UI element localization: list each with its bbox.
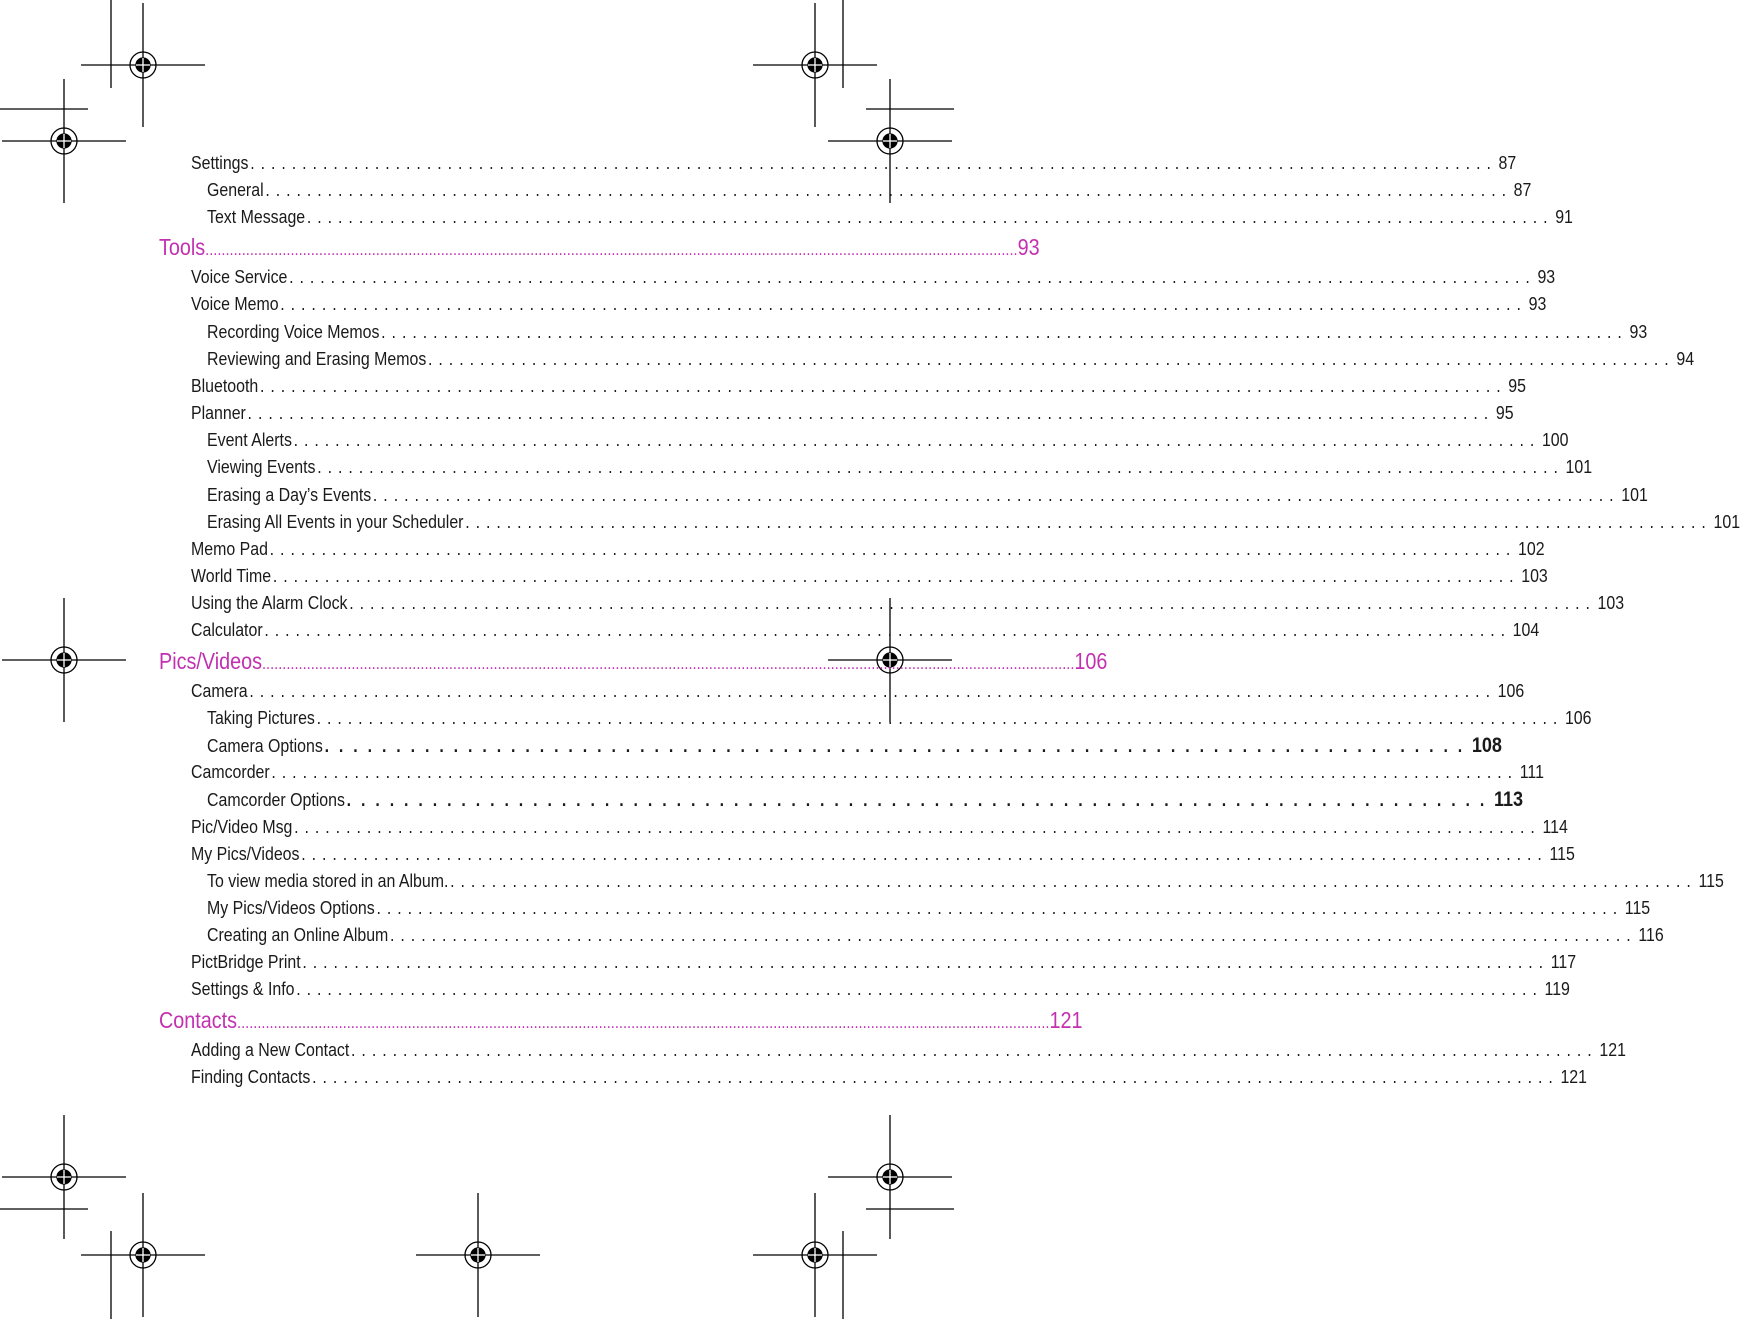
dot-leader: . . . . . . . . . . . . . . . . . . . . . . . . . . . . . . . . . . . . . . . . . . . . . . . . . . . . . . . . . . . . . . . . . . . . . . . . . . . . . . . . . . . . . . . . . . . . . . . . . . . . . . . . . . . . . . . . . . . . . . . . <box>265 179 1507 200</box>
toc-title: Tools <box>159 234 206 260</box>
toc-page-number: 121 <box>1599 1039 1626 1060</box>
dot-leader: . . . . . . . . . . . . . . . . . . . . . . . . . . . . . . . . . . . . . . . . . . . . . . . . . . . . . . . . . . . . . . . . . . . . . . . . . . . . . . . . . . . . . . . . . . . . . . . . . . . . . . . . . . . . . . . . . . . . . . . . <box>306 206 1549 227</box>
toc-title: Recording Voice Memos <box>207 321 380 342</box>
toc-subentry <box>207 511 1740 533</box>
toc-page-number: 101 <box>1713 511 1740 532</box>
toc-page-number: 93 <box>1528 293 1547 314</box>
toc-page-number: 103 <box>1597 592 1625 613</box>
toc-page-number: 108 <box>1471 734 1502 757</box>
dot-leader: . . . . . . . . . . . . . . . . . . . . . . . . . . . . . . . . . . . . . . . . . . . . . . . . . . . . . . . . . . . . . . . . . . . . . . . . . . . . . . . . . . . . . . . . . . . . . . . . . . . . . . . . . . . . . . . . . . . . . . . . <box>372 484 1615 505</box>
toc-subentry <box>207 707 1592 729</box>
toc-subentry <box>207 924 1664 946</box>
toc-entry <box>191 293 1547 315</box>
toc-subentry <box>207 484 1648 506</box>
toc-page-number: 93 <box>1629 321 1648 342</box>
toc-title: Viewing Events <box>207 456 316 477</box>
dot-leader: . . . . . . . . . . . . . . . . . . . . . . . . . . . . . . . . . . . . . . . . . . . . . . . . . . . . . . . . . . . . . . . . . . . . . . . . . . . . . . . . . . . . . . . . . . . . . . . . . . . . . . . . . . . . . . . . . . . . . . . . <box>289 266 1531 287</box>
dot-leader: . . . . . . . . . . . . . . . . . . . . . . . . . . . . . . . . . . . . . . . . . . . . . . . . . . . . . . . . . . . . . . . . . . . . . . . . . . . . . . . . . . . . . . . . . . . . . . . . . . . . . . . . . . . . . . . . . . . . . . . . <box>351 1039 1593 1060</box>
toc-title: My Pics/Videos <box>191 843 300 864</box>
dot-leader: . . . . . . . . . . . . . . . . . . . . . . . . . . . . . . . . . . . . . . . . . . . . . . . . . . . . . . . . . . . . . . . . . . . . . . . . . . . . . . . . . . . . . . . . . . . . . . . . . . . . . . . . . . . . . . . . . . . . . . . . <box>269 538 1512 559</box>
toc-page-number: 100 <box>1541 429 1569 450</box>
toc-title: Calculator <box>191 619 263 640</box>
dot-leader: . . . . . . . . . . . . . . . . . . . . . . . . . . . . . . . . . . . . . . . . . . . . . . . . . . . . . . . . . . . . . . . . . . . . . . . . . . . . . . . . . . . . . . . . . . . . . . . . . . . . . . . . . . . . . . . . . . . . . . . . <box>271 761 1513 782</box>
toc-title: Camera Options <box>207 735 323 756</box>
toc-page-number: 113 <box>1493 788 1524 811</box>
dot-leader: . . . . . . . . . . . . . . . . . . . . . . . . . . . . . . . . . . . . . . . . . . . . . . . . . . . . . . . . . . . . . . . . . . . . . . . . . . . . . . . . . . . . . . . . . . . . . . . . . . . . . . . . . . . . . . . . . . . . . . . . <box>317 456 1559 477</box>
toc-subentry <box>207 348 1695 370</box>
registration-target <box>828 1115 952 1239</box>
toc-page-number: 95 <box>1495 402 1514 423</box>
toc-page-number: 121 <box>1049 1007 1083 1033</box>
dot-leader: . . . . . . . . . . . . . . . . . . . . . . . . . . . . . . . . . . . . . . . . . . . . . . . . . . . . . . . . . . . . . . . . . . . . . . . . . . . . . . . . . . . . . . . . . . . . . . . . . . . . . . . . . . . . . . . . . . . . . . . . <box>296 978 1538 999</box>
registration-target <box>2 79 126 203</box>
toc-page-number: 102 <box>1517 538 1545 559</box>
registration-target <box>2 598 126 722</box>
toc-page-number: 101 <box>1621 484 1648 505</box>
toc-entry <box>191 152 1517 174</box>
dot-leader: . . . . . . . . . . . . . . . . . . . . . . . . . . . . . . . . . . . . . . . . . . . . . . . . . . . . . . . . . . . . . . . . . . . . . . . . . . . . . . . . . . . . . . . . . . . . . . . . . . . . . . . . . . . . . . . . . . . . . . . . <box>450 870 1692 891</box>
dot-leader: . . . . . . . . . . . . . . . . . . . . . . . . . . . . . . . . . . . . . . . . . . . . . . . . . . . . . . . . . . . . . . . . . . . . . . . . . . . . . . . . . . . . . . . . . . . . . . . . . . . . . . . . . . . . . . . . . . . . . . . . <box>272 565 1515 586</box>
registration-target <box>2 1115 126 1239</box>
toc-entry <box>191 816 1568 838</box>
toc-title: Adding a New Contact <box>191 1039 350 1060</box>
toc-entry <box>191 761 1544 783</box>
toc-section-heading <box>159 234 1040 261</box>
toc-title: General <box>207 179 264 200</box>
toc-title: PictBridge Print <box>191 951 301 972</box>
toc-subentry <box>207 788 1524 812</box>
toc-page-number: 121 <box>1560 1066 1587 1087</box>
toc-page-number: 117 <box>1550 951 1577 972</box>
dot-leader: . . . . . . . . . . . . . . . . . . . . . . . . . . . . . . . . . . . . . . . . . . . . . . . . . . . . . . . . . . . . . . . . . . . . . . . . . . . . . . . . . . . . . . . . . . . . . . . . . . . . . . . . . . . . . . . . . . . . . . . . <box>280 293 1522 314</box>
toc-title: Camcorder Options <box>207 789 345 810</box>
toc-title: World Time <box>191 565 272 586</box>
toc-page-number: 93 <box>1017 234 1040 260</box>
toc-entry <box>191 266 1556 288</box>
toc-subentry <box>207 870 1724 892</box>
toc-subentry <box>207 179 1532 201</box>
toc-entry <box>191 1066 1587 1088</box>
toc-page-number: 115 <box>1698 870 1724 891</box>
dot-leader: . . . . . . . . . . . . . . . . . . . . . . . . . . . . . . . . . . . . . . . . . . . . . . . . . . . . . . . . . . . . . . . . . . . . . . . . . . . . . . . . <box>324 735 1465 756</box>
toc-title: Reviewing and Erasing Memos <box>207 348 427 369</box>
toc-subentry <box>207 897 1651 919</box>
dot-leader: . . . . . . . . . . . . . . . . . . . . . . . . . . . . . . . . . . . . . . . . . . . . . . . . . . . . . . . . . . . . . . . . . . . . . . . . . . . . . . . . <box>346 789 1488 810</box>
toc-page-number: 91 <box>1555 206 1573 227</box>
toc-page-number: 106 <box>1074 648 1108 674</box>
toc-title: Finding Contacts <box>191 1066 311 1087</box>
toc-title: Camcorder <box>191 761 270 782</box>
toc-subentry <box>207 456 1593 478</box>
toc-entry <box>191 619 1540 641</box>
toc-title: Memo Pad <box>191 538 268 559</box>
toc-title: To view media stored in an Album. <box>207 870 449 891</box>
registration-target <box>81 3 205 127</box>
toc-page-number: 103 <box>1521 565 1548 586</box>
toc-title: Erasing All Events in your Scheduler <box>207 511 464 532</box>
dot-leader: . . . . . . . . . . . . . . . . . . . . . . . . . . . . . . . . . . . . . . . . . . . . . . . . . . . . . . . . . . . . . . . . . . . . . . . . . . . . . . . . . . . . . . . . . . . . . . . . . . . . . . . . . . . . . . . . . . . . . . . . <box>294 816 1536 837</box>
toc-page-number: 114 <box>1542 816 1568 837</box>
toc-title: Voice Memo <box>191 293 279 314</box>
toc-subentry <box>207 429 1569 451</box>
toc-title: Erasing a Day’s Events <box>207 484 372 505</box>
toc-page-number: 104 <box>1512 619 1540 640</box>
toc-entry <box>191 538 1545 560</box>
dot-leader: . . . . . . . . . . . . . . . . . . . . . . . . . . . . . . . . . . . . . . . . . . . . . . . . . . . . . . . . . . . . . . . . . . . . . . . . . . . . . . . . . . . . . . . . . . . . . . . . . . . . . . . . . . . . . . . . . . . . . . . . <box>312 1066 1554 1087</box>
toc-subentry <box>207 734 1502 758</box>
toc-entry <box>191 951 1577 973</box>
toc-entry <box>191 843 1575 865</box>
toc-subentry <box>207 206 1573 228</box>
toc-title: Taking Pictures <box>207 707 315 728</box>
toc-title: Pic/Video Msg <box>191 816 293 837</box>
dot-leader: . . . . . . . . . . . . . . . . . . . . . . . . . . . . . . . . . . . . . . . . . . . . . . . . . . . . . . . . . . . . . . . . . . . . . . . . . . . . . . . . . . . . . . . . . . . . . . . . . . . . . . . . . . . . . . . . . . . . . . . . <box>349 592 1591 613</box>
toc-entry <box>191 1039 1626 1061</box>
toc-page-number: 116 <box>1638 924 1664 945</box>
dot-leader: . . . . . . . . . . . . . . . . . . . . . . . . . . . . . . . . . . . . . . . . . . . . . . . . . . . . . . . . . . . . . . . . . . . . . . . . . . . . . . . . . . . . . . . . . . . . . . . . . . . . . . . . . . . . . . . . . . . . . . . . <box>302 951 1544 972</box>
toc-page-number: 106 <box>1564 707 1592 728</box>
dot-leader: . . . . . . . . . . . . . . . . . . . . . . . . . . . . . . . . . . . . . . . . . . . . . . . . . . . . . . . . . . . . . . . . . . . . . . . . . . . . . . . . . . . . . . . . . . . . . . . . . . . . . . . . . . . . . . . . . . . . . . . . <box>301 843 1543 864</box>
toc-title: Settings & Info <box>191 978 295 999</box>
dot-leader: ........................................................................................................................................................................................................ <box>205 240 1018 259</box>
toc-entry <box>191 375 1526 397</box>
dot-leader: . . . . . . . . . . . . . . . . . . . . . . . . . . . . . . . . . . . . . . . . . . . . . . . . . . . . . . . . . . . . . . . . . . . . . . . . . . . . . . . . . . . . . . . . . . . . . . . . . . . . . . . . . . . . . . . . . . . . . . . . <box>390 924 1632 945</box>
dot-leader: . . . . . . . . . . . . . . . . . . . . . . . . . . . . . . . . . . . . . . . . . . . . . . . . . . . . . . . . . . . . . . . . . . . . . . . . . . . . . . . . . . . . . . . . . . . . . . . . . . . . . . . . . . . . . . . . . . . . . . . . <box>381 321 1623 342</box>
toc-title: Using the Alarm Clock <box>191 592 348 613</box>
toc-title: Text Message <box>207 206 306 227</box>
dot-leader: . . . . . . . . . . . . . . . . . . . . . . . . . . . . . . . . . . . . . . . . . . . . . . . . . . . . . . . . . . . . . . . . . . . . . . . . . . . . . . . . . . . . . . . . . . . . . . . . . . . . . . . . . . . . . . . . . . . . . . . . <box>247 402 1490 423</box>
toc-title: Voice Service <box>191 266 288 287</box>
toc-page-number: 106 <box>1497 680 1525 701</box>
toc-entry <box>191 402 1514 424</box>
toc-entry <box>191 978 1570 1000</box>
toc-subentry <box>207 321 1648 343</box>
toc-page-number: 115 <box>1549 843 1575 864</box>
toc-title: My Pics/Videos Options <box>207 897 375 918</box>
toc-page-number: 94 <box>1676 348 1695 369</box>
toc-page-number: 111 <box>1519 761 1544 782</box>
toc-entry <box>191 565 1548 587</box>
toc-page-number: 101 <box>1565 456 1593 477</box>
registration-target <box>753 1193 877 1317</box>
toc-title: Pics/Videos <box>159 648 262 674</box>
toc-page-number: 95 <box>1508 375 1526 396</box>
dot-leader: . . . . . . . . . . . . . . . . . . . . . . . . . . . . . . . . . . . . . . . . . . . . . . . . . . . . . . . . . . . . . . . . . . . . . . . . . . . . . . . . . . . . . . . . . . . . . . . . . . . . . . . . . . . . . . . . . . . . . . . . <box>465 511 1707 532</box>
dot-leader: . . . . . . . . . . . . . . . . . . . . . . . . . . . . . . . . . . . . . . . . . . . . . . . . . . . . . . . . . . . . . . . . . . . . . . . . . . . . . . . . . . . . . . . . . . . . . . . . . . . . . . . . . . . . . . . . . . . . . . . . <box>293 429 1536 450</box>
registration-target <box>753 3 877 127</box>
dot-leader: . . . . . . . . . . . . . . . . . . . . . . . . . . . . . . . . . . . . . . . . . . . . . . . . . . . . . . . . . . . . . . . . . . . . . . . . . . . . . . . . . . . . . . . . . . . . . . . . . . . . . . . . . . . . . . . . . . . . . . . . <box>250 152 1492 173</box>
dot-leader: . . . . . . . . . . . . . . . . . . . . . . . . . . . . . . . . . . . . . . . . . . . . . . . . . . . . . . . . . . . . . . . . . . . . . . . . . . . . . . . . . . . . . . . . . . . . . . . . . . . . . . . . . . . . . . . . . . . . . . . . <box>376 897 1618 918</box>
registration-target <box>81 1193 205 1317</box>
dot-leader: . . . . . . . . . . . . . . . . . . . . . . . . . . . . . . . . . . . . . . . . . . . . . . . . . . . . . . . . . . . . . . . . . . . . . . . . . . . . . . . . . . . . . . . . . . . . . . . . . . . . . . . . . . . . . . . . . . . . . . . . <box>316 707 1559 728</box>
dot-leader: . . . . . . . . . . . . . . . . . . . . . . . . . . . . . . . . . . . . . . . . . . . . . . . . . . . . . . . . . . . . . . . . . . . . . . . . . . . . . . . . . . . . . . . . . . . . . . . . . . . . . . . . . . . . . . . . . . . . . . . . <box>264 619 1506 640</box>
toc-title: Contacts <box>159 1007 238 1033</box>
toc-page-number: 119 <box>1544 978 1570 999</box>
registration-target <box>416 1193 540 1317</box>
toc-page-number: 115 <box>1624 897 1651 918</box>
toc-title: Planner <box>191 402 246 423</box>
toc-entry <box>191 592 1625 614</box>
dot-leader: . . . . . . . . . . . . . . . . . . . . . . . . . . . . . . . . . . . . . . . . . . . . . . . . . . . . . . . . . . . . . . . . . . . . . . . . . . . . . . . . . . . . . . . . . . . . . . . . . . . . . . . . . . . . . . . . . . . . . . . . <box>249 680 1491 701</box>
toc-title: Settings <box>191 152 249 173</box>
toc-entry <box>191 680 1525 702</box>
toc-section-heading <box>159 1007 1083 1034</box>
toc-page-number: 93 <box>1537 266 1556 287</box>
toc-page-number: 87 <box>1513 179 1532 200</box>
toc-section-heading <box>159 648 1108 675</box>
toc-title: Creating an Online Album <box>207 924 389 945</box>
toc-page-number: 87 <box>1498 152 1517 173</box>
toc-title: Event Alerts <box>207 429 292 450</box>
toc-title: Bluetooth <box>191 375 259 396</box>
dot-leader: . . . . . . . . . . . . . . . . . . . . . . . . . . . . . . . . . . . . . . . . . . . . . . . . . . . . . . . . . . . . . . . . . . . . . . . . . . . . . . . . . . . . . . . . . . . . . . . . . . . . . . . . . . . . . . . . . . . . . . . . <box>428 348 1670 369</box>
toc-title: Camera <box>191 680 248 701</box>
dot-leader: . . . . . . . . . . . . . . . . . . . . . . . . . . . . . . . . . . . . . . . . . . . . . . . . . . . . . . . . . . . . . . . . . . . . . . . . . . . . . . . . . . . . . . . . . . . . . . . . . . . . . . . . . . . . . . . . . . . . . . . . <box>259 375 1502 396</box>
dot-leader: ........................................................................................................................................................................................................ <box>261 654 1075 673</box>
dot-leader: ........................................................................................................................................................................................................ <box>237 1013 1050 1032</box>
